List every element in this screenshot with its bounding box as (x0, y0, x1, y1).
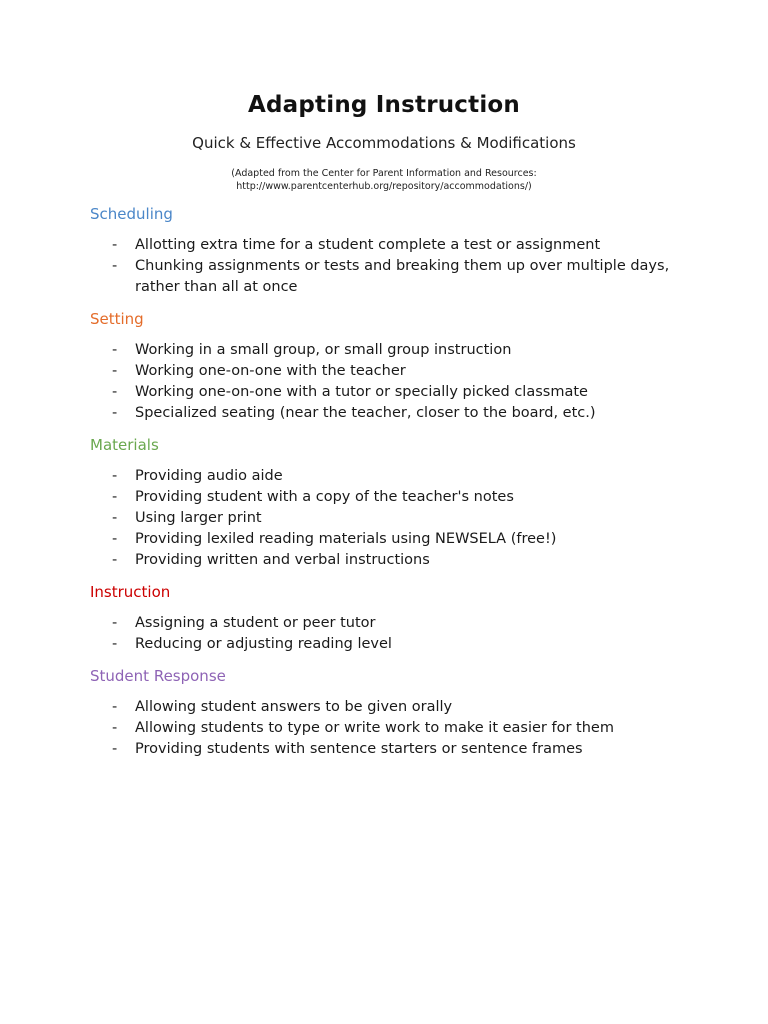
bullet-dash: - (112, 615, 118, 631)
list-item (112, 382, 672, 403)
list-item (112, 403, 672, 424)
list-item-text: Allowing student answers to be given orally (135, 699, 453, 715)
bullet-dash: - (112, 258, 118, 274)
list-item-text: Providing audio aide (135, 468, 283, 484)
list-item (112, 718, 672, 739)
document-subtitle: Quick & Effective Accommodations & Modifications (192, 134, 576, 152)
list-item-text: Using larger print (135, 510, 262, 526)
list-item-text: Providing student with a copy of the teacher's notes (135, 489, 514, 505)
section-heading-instruction: Instruction (90, 583, 171, 601)
section-list-instruction (112, 613, 672, 655)
list-item-text: Specialized seating (near the teacher, closer to the board, etc.) (135, 405, 596, 421)
source-citation (0, 167, 768, 193)
section-list-materials (112, 466, 672, 571)
bullet-dash: - (112, 552, 118, 568)
bullet-dash: - (112, 468, 118, 484)
section-heading-student-response: Student Response (90, 667, 226, 685)
bullet-dash: - (112, 342, 118, 358)
list-item-text: Allowing students to type or write work to make it easier for them (135, 720, 614, 736)
list-item (112, 613, 672, 634)
list-item (112, 487, 672, 508)
section-heading-scheduling: Scheduling (90, 205, 173, 223)
list-item-text: Allotting extra time for a student complete a test or assignment (135, 237, 601, 253)
list-item (112, 466, 672, 487)
source-citation-line: (Adapted from the Center for Parent Information and Resources: (231, 168, 537, 179)
section-list-setting (112, 340, 672, 424)
list-item (112, 508, 672, 529)
list-item (112, 235, 672, 256)
bullet-dash: - (112, 720, 118, 736)
bullet-dash: - (112, 741, 118, 757)
list-item-text: Providing lexiled reading materials using NEWSELA (free!) (135, 531, 557, 547)
source-citation-url: http://www.parentcenterhub.org/repository/accommodations/) (236, 181, 532, 192)
bullet-dash: - (112, 384, 118, 400)
section-heading-materials: Materials (90, 436, 159, 454)
list-item-text: Providing students with sentence starters or sentence frames (135, 741, 583, 757)
bullet-dash: - (112, 363, 118, 379)
section-list-scheduling (112, 235, 672, 298)
bullet-dash: - (112, 699, 118, 715)
list-item-text: Providing written and verbal instructions (135, 552, 430, 568)
bullet-dash: - (112, 405, 118, 421)
list-item-text: Chunking assignments or tests and breaking them up over multiple days, rather than all at once (135, 258, 670, 295)
bullet-dash: - (112, 531, 118, 547)
bullet-dash: - (112, 489, 118, 505)
list-item (112, 634, 672, 655)
list-item (112, 529, 672, 550)
list-item-text: Working in a small group, or small group instruction (135, 342, 512, 358)
bullet-dash: - (112, 237, 118, 253)
bullet-dash: - (112, 510, 118, 526)
list-item (112, 256, 672, 298)
list-item-text: Working one-on-one with a tutor or specially picked classmate (135, 384, 588, 400)
section-list-student-response (112, 697, 672, 760)
list-item-text: Assigning a student or peer tutor (135, 615, 376, 631)
document-title: Adapting Instruction (248, 92, 520, 118)
section-heading-setting: Setting (90, 310, 144, 328)
list-item (112, 340, 672, 361)
list-item (112, 739, 672, 760)
list-item (112, 697, 672, 718)
list-item (112, 361, 672, 382)
list-item-text: Working one-on-one with the teacher (135, 363, 406, 379)
list-item-text: Reducing or adjusting reading level (135, 636, 392, 652)
list-item (112, 550, 672, 571)
bullet-dash: - (112, 636, 118, 652)
